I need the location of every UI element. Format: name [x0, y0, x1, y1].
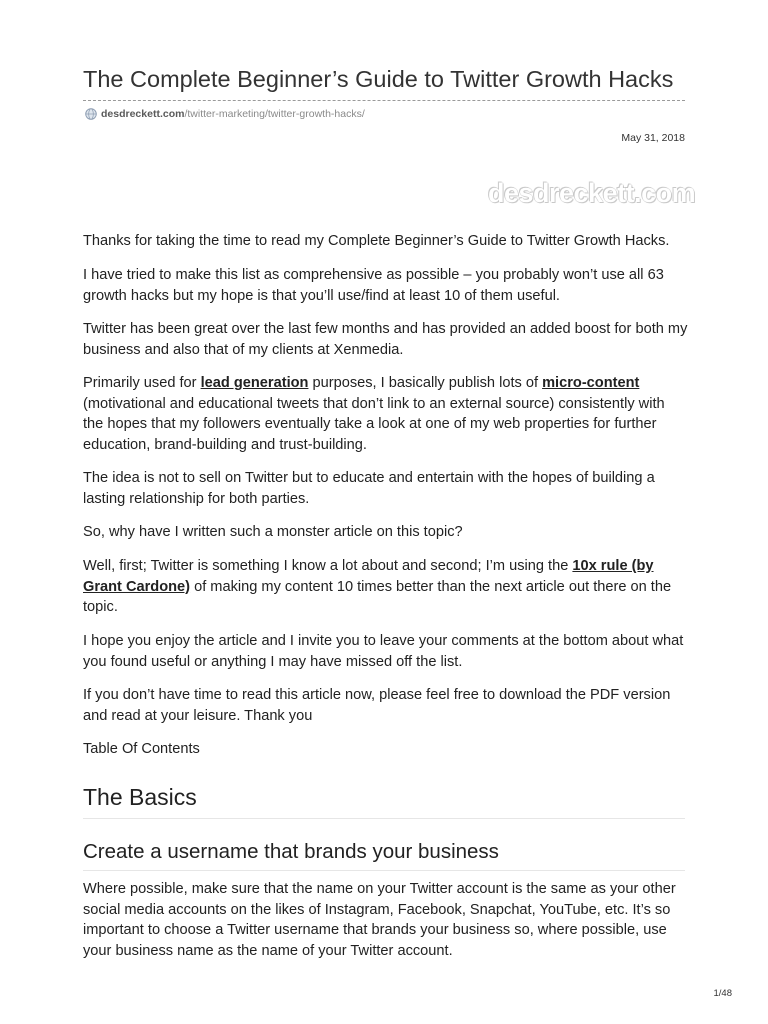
source-path[interactable]: /twitter-marketing/twitter-growth-hacks/	[184, 108, 365, 120]
source-url[interactable]	[85, 108, 365, 120]
lead-generation-link[interactable]: lead generation	[200, 375, 309, 391]
paragraph-text: I have tried to make this list as comprehensive as possible – you probably won’t use all 63 growth hacks but my hope is that you’ll use/find at least 10 of them useful.	[83, 267, 664, 304]
paragraph-text: Primarily used for	[83, 375, 201, 391]
table-of-contents-label	[83, 739, 688, 760]
paragraph-text: Table Of Contents	[83, 741, 200, 757]
paragraph-intro-8	[83, 631, 688, 672]
paragraph-intro-7	[83, 556, 688, 618]
section-divider	[83, 818, 685, 819]
paragraph-intro-3	[83, 319, 688, 360]
paragraph-intro-6	[83, 522, 688, 543]
title-divider	[83, 100, 685, 101]
paragraph-text: of making my content 10 times better than the next article out there on the topic.	[83, 578, 672, 615]
site-logo: desdreckett.com	[488, 178, 696, 208]
paragraph-intro-5	[83, 468, 688, 509]
paragraph-text: The idea is not to sell on Twitter but to educate and entertain with the hopes of building a lasting relationship for both parties.	[83, 470, 655, 507]
micro-content-link[interactable]: micro-content	[542, 375, 640, 391]
paragraph-text: (motivational and educational tweets that don’t link to an external source) consistently with the hopes that my followers eventually take a look at one of my web properties for further education, brand-building and trust-building.	[83, 395, 665, 453]
subsection-divider	[83, 870, 685, 871]
section-paragraph	[83, 879, 688, 961]
publish-date: May 31, 2018	[621, 132, 685, 144]
page-number: 1/48	[713, 988, 732, 999]
paragraph-text: purposes, I basically publish lots of	[308, 375, 543, 391]
paragraph-intro-2	[83, 265, 688, 306]
page-title: The Complete Beginner’s Guide to Twitter Growth Hacks	[83, 66, 674, 92]
paragraph-text: If you don’t have time to read this article now, please feel free to download the PDF version and read at your leisure. Thank you	[83, 687, 671, 724]
subsection-heading: Create a username that brands your business	[83, 840, 499, 863]
source-domain[interactable]: desdreckett.com	[101, 108, 185, 120]
paragraph-text: Twitter has been great over the last few months and has provided an added boost for both my business and also that of my clients at Xenmedia.	[83, 321, 688, 358]
globe-icon	[85, 108, 97, 120]
paragraph-text: So, why have I written such a monster article on this topic?	[83, 524, 463, 540]
paragraph-intro-1	[83, 231, 688, 252]
10x-rule-link[interactable]: 10x rule (by Grant Cardone)	[83, 558, 654, 595]
paragraph-intro-4	[83, 373, 688, 455]
paragraph-text: Well, first; Twitter is something I know a lot about and second; I’m using the	[83, 558, 573, 574]
paragraph-text: Thanks for taking the time to read my Complete Beginner’s Guide to Twitter Growth Hacks.	[83, 233, 670, 249]
section-heading: The Basics	[83, 784, 197, 810]
paragraph-intro-9	[83, 685, 688, 726]
paragraph-text: I hope you enjoy the article and I invite you to leave your comments at the bottom about what you found useful or anything I may have missed off the list.	[83, 633, 684, 670]
paragraph-text: Where possible, make sure that the name on your Twitter account is the same as your other social media accounts on the likes of Instagram, Facebook, Snapchat, YouTube, etc. It’s so important to choose a Twitter username that brands your business so, where possible, use your business name as the name of your Twitter account.	[83, 881, 676, 959]
